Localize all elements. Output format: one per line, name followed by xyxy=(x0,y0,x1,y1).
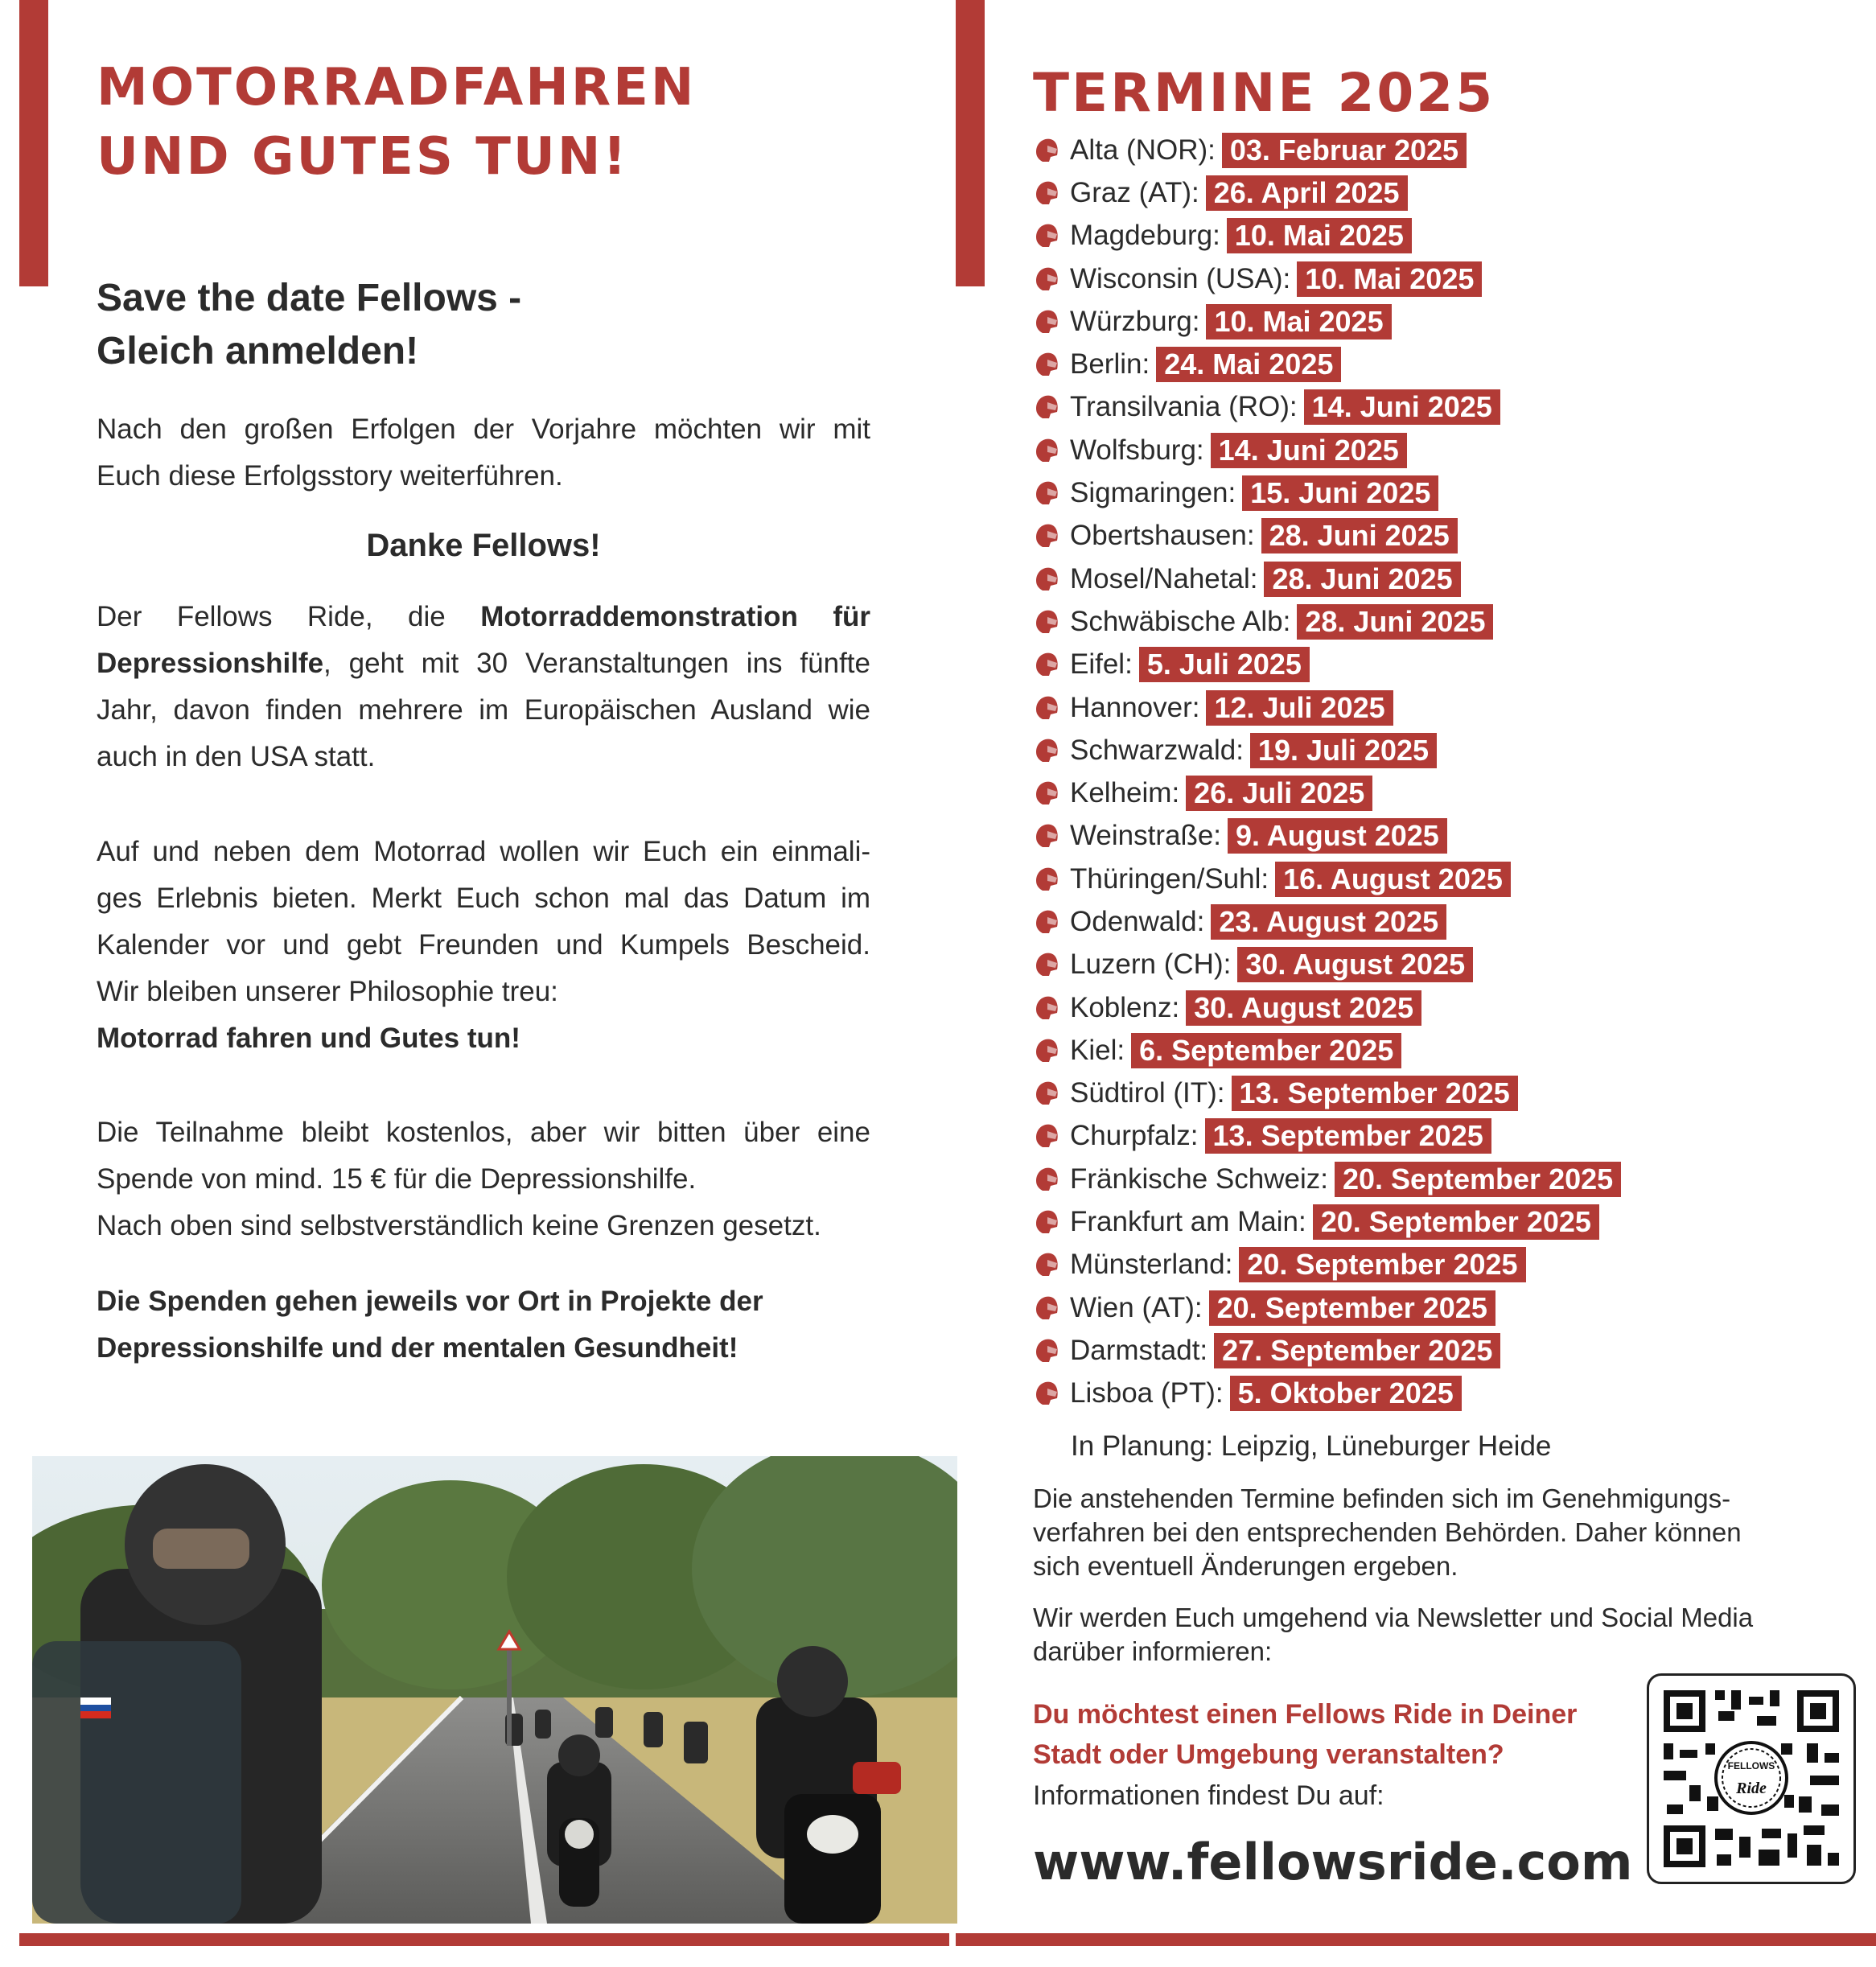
event-date-badge: 15. Juni 2025 xyxy=(1242,475,1438,511)
helmet-bullet-icon xyxy=(1033,1163,1060,1195)
event-city: Kelheim: xyxy=(1070,777,1180,809)
helmet-bullet-icon xyxy=(1033,348,1060,381)
helmet-bullet-icon xyxy=(1033,949,1060,981)
qr-code-icon[interactable] xyxy=(1647,1673,1856,1884)
event-date-badge: 16. August 2025 xyxy=(1275,862,1511,897)
event-date-item xyxy=(1033,129,1621,171)
helmet-bullet-icon xyxy=(1033,1120,1060,1152)
event-city: Kiel: xyxy=(1070,1034,1125,1066)
event-city: Graz (AT): xyxy=(1070,176,1199,208)
event-date-item xyxy=(1033,429,1621,471)
event-city: Weinstraße: xyxy=(1070,820,1222,852)
helmet-bullet-icon xyxy=(1033,220,1060,252)
approval-note: Die anstehenden Termine befinden sich im Genehmigungs- verfahren bei den entsprechenden Behörden. Daher können sich eventuell Änderungen ergeben. xyxy=(1033,1483,1742,1581)
experience-paragraph: Auf und neben dem Motorrad wollen wir Euch ein einmali- ges Erlebnis bieten. Merkt Euch schon mal das Datum im Kalender vor und gebt Freunden und Kumpels Bescheid. Wir bleiben unserer Philosophie treu: Motorrad fahren und Gutes tun! xyxy=(97,829,870,1062)
event-date-badge: 30. August 2025 xyxy=(1237,947,1473,982)
planning-note: In Planung: Leipzig, Lüneburger Heide xyxy=(1071,1430,1552,1462)
event-date-badge: 13. September 2025 xyxy=(1232,1076,1518,1111)
helmet-bullet-icon xyxy=(1033,434,1060,467)
event-date-item xyxy=(1033,644,1621,686)
event-date-badge: 28. Juni 2025 xyxy=(1261,518,1458,553)
event-date-badge: 9. August 2025 xyxy=(1228,818,1447,854)
event-date-badge: 28. Juni 2025 xyxy=(1264,562,1460,597)
event-date-badge: 6. September 2025 xyxy=(1131,1033,1401,1068)
event-dates-list xyxy=(1033,129,1621,1415)
event-date-item xyxy=(1033,1115,1621,1158)
helmet-bullet-icon xyxy=(1033,563,1060,595)
event-date-badge: 13. September 2025 xyxy=(1205,1118,1491,1154)
event-date-item xyxy=(1033,1072,1621,1115)
event-date-item xyxy=(1033,1372,1621,1415)
event-city: Lisboa (PT): xyxy=(1070,1377,1224,1409)
event-date-item xyxy=(1033,215,1621,257)
event-city: Luzern (CH): xyxy=(1070,949,1232,981)
host-ride-question: Du möchtest einen Fellows Ride in Deiner Stadt oder Umgebung veranstalten? xyxy=(1033,1699,1578,1770)
event-date-item xyxy=(1033,900,1621,943)
event-date-badge: 20. September 2025 xyxy=(1239,1247,1525,1282)
event-date-item xyxy=(1033,1329,1621,1372)
event-date-item xyxy=(1033,300,1621,343)
event-date-item xyxy=(1033,343,1621,385)
bottom-bar-left xyxy=(19,1933,949,1946)
helmet-bullet-icon xyxy=(1033,134,1060,167)
svg-text:Ride: Ride xyxy=(1736,1780,1767,1797)
donation-paragraph: Die Teilnahme bleibt kostenlos, aber wir bitten über eine Spende von mind. 15 € für die Depressionshilfe. Nach oben sind selbstverständlich keine Grenzen gesetzt. xyxy=(97,1117,870,1241)
event-city: Obertshausen: xyxy=(1070,520,1255,552)
event-date-badge: 5. Juli 2025 xyxy=(1139,647,1310,682)
event-date-badge: 30. August 2025 xyxy=(1186,990,1421,1026)
termine-heading: TERMINE 2025 xyxy=(1033,62,1495,124)
qr-code-graphic xyxy=(1649,1676,1853,1882)
event-city: Magdeburg: xyxy=(1070,220,1220,252)
event-city: Wolfsburg: xyxy=(1070,434,1204,466)
bottom-bar-right xyxy=(956,1933,1876,1946)
right-accent-bar xyxy=(956,0,985,286)
helmet-bullet-icon xyxy=(1033,1206,1060,1238)
event-date-badge: 10. Mai 2025 xyxy=(1227,218,1412,253)
helmet-bullet-icon xyxy=(1033,863,1060,895)
event-city: Hannover: xyxy=(1070,691,1200,723)
event-date-badge: 19. Juli 2025 xyxy=(1250,733,1437,768)
event-date-badge: 12. Juli 2025 xyxy=(1206,690,1393,726)
event-city: Wien (AT): xyxy=(1070,1291,1203,1323)
helmet-bullet-icon xyxy=(1033,777,1060,809)
helmet-bullet-icon xyxy=(1033,177,1060,209)
event-city: Schwäbische Alb: xyxy=(1070,605,1291,637)
event-city: Münsterland: xyxy=(1070,1249,1233,1281)
helmet-bullet-icon xyxy=(1033,263,1060,295)
event-city: Frankfurt am Main: xyxy=(1070,1206,1306,1238)
event-date-item xyxy=(1033,1158,1621,1200)
helmet-bullet-icon xyxy=(1033,1335,1060,1367)
info-text: Informationen findest Du auf: xyxy=(1033,1780,1384,1811)
helmet-bullet-icon xyxy=(1033,992,1060,1024)
event-date-badge: 27. September 2025 xyxy=(1214,1333,1500,1368)
event-date-badge: 14. Juni 2025 xyxy=(1304,389,1500,425)
helmet-bullet-icon xyxy=(1033,606,1060,638)
helmet-bullet-icon xyxy=(1033,1377,1060,1409)
event-date-badge: 5. Oktober 2025 xyxy=(1230,1376,1462,1411)
event-date-badge: 26. Juli 2025 xyxy=(1186,776,1372,811)
event-date-item xyxy=(1033,1200,1621,1243)
event-date-item xyxy=(1033,1029,1621,1072)
helmet-bullet-icon xyxy=(1033,1292,1060,1324)
event-date-item xyxy=(1033,515,1621,558)
helmet-bullet-icon xyxy=(1033,692,1060,724)
helmet-bullet-icon xyxy=(1033,648,1060,681)
event-city: Sigmaringen: xyxy=(1070,477,1236,509)
event-date-badge: 24. Mai 2025 xyxy=(1156,347,1341,382)
event-date-badge: 23. August 2025 xyxy=(1211,904,1446,940)
event-date-item xyxy=(1033,1244,1621,1286)
helmet-bullet-icon xyxy=(1033,1077,1060,1109)
helmet-bullet-icon xyxy=(1033,820,1060,852)
event-date-item xyxy=(1033,815,1621,858)
event-date-badge: 26. April 2025 xyxy=(1206,175,1408,211)
event-date-item xyxy=(1033,729,1621,772)
event-date-item xyxy=(1033,257,1621,300)
event-city: Fränkische Schweiz: xyxy=(1070,1163,1328,1195)
svg-text:FELLOWS: FELLOWS xyxy=(1727,1760,1775,1772)
helmet-bullet-icon xyxy=(1033,735,1060,767)
event-date-item xyxy=(1033,171,1621,214)
philosophy-statement: Motorrad fahren und Gutes tun! xyxy=(97,1023,520,1054)
left-accent-bar xyxy=(19,0,48,286)
event-city: Thüringen/Suhl: xyxy=(1070,862,1269,895)
event-date-item xyxy=(1033,772,1621,814)
event-date-item xyxy=(1033,858,1621,900)
helmet-bullet-icon xyxy=(1033,906,1060,938)
event-city: Koblenz: xyxy=(1070,991,1180,1023)
helmet-bullet-icon xyxy=(1033,477,1060,509)
event-city: Churpfalz: xyxy=(1070,1120,1199,1152)
event-city: Odenwald: xyxy=(1070,905,1205,937)
event-city: Wisconsin (USA): xyxy=(1070,262,1291,294)
event-date-badge: 14. Juni 2025 xyxy=(1211,433,1407,468)
event-city: Mosel/Nahetal: xyxy=(1070,562,1258,595)
thanks-heading: Danke Fellows! xyxy=(366,528,601,563)
helmet-bullet-icon xyxy=(1033,391,1060,423)
event-city: Eifel: xyxy=(1070,648,1133,681)
event-date-badge: 20. September 2025 xyxy=(1209,1290,1495,1326)
riders-illustration xyxy=(32,1456,957,1924)
event-city: Berlin: xyxy=(1070,348,1150,381)
helmet-bullet-icon xyxy=(1033,306,1060,338)
event-date-badge: 03. Februar 2025 xyxy=(1222,133,1467,168)
event-date-badge: 20. September 2025 xyxy=(1313,1204,1599,1240)
event-date-item xyxy=(1033,600,1621,643)
event-city: Darmstadt: xyxy=(1070,1334,1208,1366)
donation-note: Die Spenden gehen jeweils vor Ort in Projekte der Depressionshilfe und der mentalen Gesundheit! xyxy=(97,1286,763,1364)
intro-paragraph: Nach den großen Erfolgen der Vorjahre möchten wir mit Euch diese Erfolgsstory weiterführen. xyxy=(97,414,870,492)
event-date-item xyxy=(1033,386,1621,429)
event-date-item xyxy=(1033,986,1621,1029)
event-date-item xyxy=(1033,558,1621,600)
event-date-item xyxy=(1033,471,1621,514)
event-city: Transilvania (RO): xyxy=(1070,391,1298,423)
motorcycle-group-photo xyxy=(32,1456,957,1924)
helmet-bullet-icon xyxy=(1033,1249,1060,1281)
event-date-item xyxy=(1033,1286,1621,1329)
event-date-badge: 28. Juni 2025 xyxy=(1297,604,1493,640)
newsletter-note: Wir werden Euch umgehend via Newsletter und Social Media darüber informieren: xyxy=(1033,1603,1754,1666)
event-date-item xyxy=(1033,686,1621,729)
event-city: Würzburg: xyxy=(1070,305,1200,337)
event-date-badge: 10. Mai 2025 xyxy=(1297,261,1482,297)
event-date-badge: 20. September 2025 xyxy=(1335,1162,1621,1197)
helmet-bullet-icon xyxy=(1033,520,1060,552)
fellows-ride-logo xyxy=(1716,1743,1787,1813)
fellows-ride-paragraph: Der Fellows Ride, die Motorraddemonstration für Depressionshilfe, geht mit 30 Veranstaltungen ins fünfte Jahr, davon finden mehrere im Europäischen Ausland wie auch in den USA statt. xyxy=(97,601,871,772)
event-date-item xyxy=(1033,944,1621,986)
event-city: Südtirol (IT): xyxy=(1070,1077,1225,1109)
event-date-badge: 10. Mai 2025 xyxy=(1206,304,1391,339)
save-the-date-heading: Save the date Fellows - Gleich anmelden! xyxy=(97,277,522,372)
main-headline: MOTORRADFAHREN UND GUTES TUN! xyxy=(97,58,697,187)
website-link[interactable]: www.fellowsride.com xyxy=(1033,1833,1633,1891)
helmet-bullet-icon xyxy=(1033,1035,1060,1067)
event-city: Alta (NOR): xyxy=(1070,134,1216,166)
event-city: Schwarzwald: xyxy=(1070,734,1244,766)
